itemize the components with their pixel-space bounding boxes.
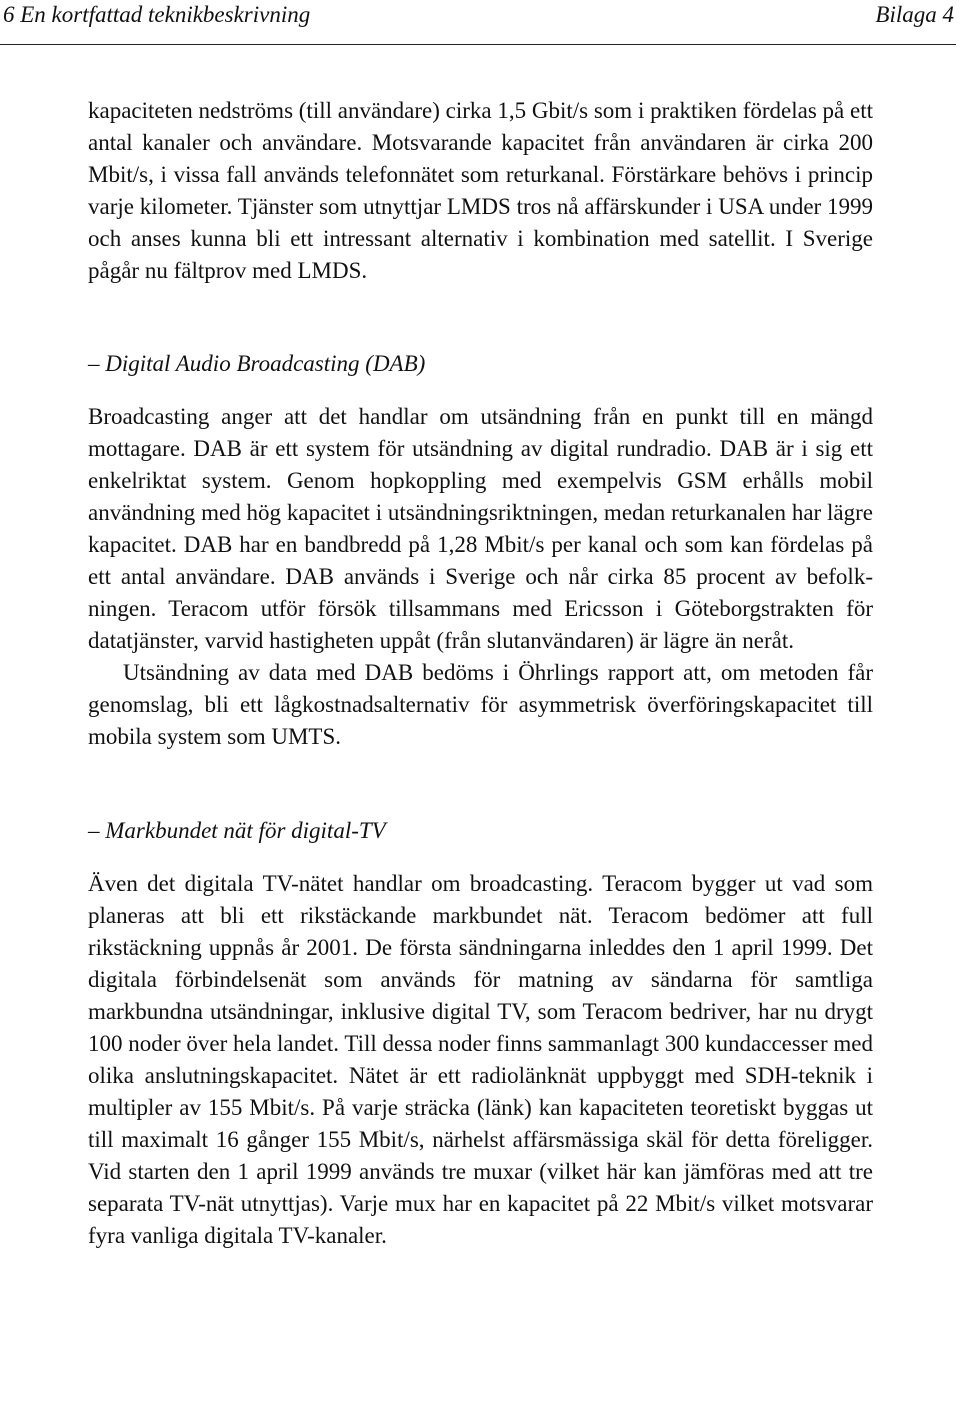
dab-paragraph-1: Broadcasting anger att det handlar om utsändning från en punkt till en mängd mottagare. DAB är ett system för utsändning av digital rundradio. DAB är i sig ett enkelriktat system. Genom hopkoppling med exempelvis GSM erhålls mobil användning med hög kapacitet i utsändningsriktningen, medan returkanalen har lägre kapacitet. DAB har en bandbredd på 1,28 Mbit/s per kanal och som kan fördelas på ett antal användare. DAB används i Sverige och når cirka 85 procent av befolkningen. Teracom utför försök tillsammans med Ericsson i Göteborgstrakten för datatjänster, varvid hastigheten uppåt (från slutanvändaren) är lägre än neråt. xyxy=(88,404,873,653)
dab-paragraph-2: Utsändning av data med DAB bedöms i Öhrlings rapport att, om metoden får genomslag, bli ett lågkostnadsalternativ för asymmetrisk överföringskapacitet till mobila system som UMTS. xyxy=(88,660,873,749)
page-body xyxy=(88,95,873,1252)
chapter-title: 6 En kortfattad teknikbeskrivning xyxy=(3,2,311,27)
tv-heading: – Markbundet nät för digital-TV xyxy=(88,818,386,843)
tv-paragraph: Även det digitala TV-nätet handlar om broadcasting. Teracom bygger ut vad som planeras att bli ett rikstäckande markbundet nät. Teracom bedömer att full rikstäckning uppnås år 2001. De första sändningarna inleddes den 1 april 1999. Det digitala förbindelsenät som används för matning av sändarna för samtliga markbundna utsändningar, inklusive digital TV, som Teracom bedriver, har nu drygt 100 noder över hela landet. Till dessa noder finns sammanlagt 300 kundaccesser med olika anslutningskapacitet. Nätet är ett radiolänknät uppbyggt med SDH-teknik i multipler av 155 Mbit/s. På varje sträcka (länk) kan kapaciteten teoretiskt byggas ut till maximalt 16 gånger 155 Mbit/s, närhelst affärsmässiga skäl för detta föreligger. Vid starten den 1 april 1999 används tre muxar (vilket här kan jämföras med att tre separata TV-nät utnyttjas). Varje mux har en kapacitet på 22 Mbit/s vilket motsvarar fyra vanliga digitala TV-kanaler. xyxy=(88,871,874,1248)
appendix-label: Bilaga 4 xyxy=(875,2,954,27)
page-header xyxy=(0,0,956,45)
intro-paragraph: kapaciteten nedströms (till användare) cirka 1,5 Gbit/s som i praktiken fördelas på ett antal kanaler och användare. Motsvarande kapacitet från användaren är cirka 200 Mbit/s, i vissa fall används telefonnätet som returkanal. Förstärkare behövs i princip varje kilometer. Tjänster som utnyttjar LMDS tros nå affärskunder i USA under 1999 och anses kunna bli ett intressant alternativ i kombination med satellit. I Sverige pågår nu fältprov med LMDS. xyxy=(88,98,873,283)
dab-heading: – Digital Audio Broadcasting (DAB) xyxy=(88,351,426,376)
